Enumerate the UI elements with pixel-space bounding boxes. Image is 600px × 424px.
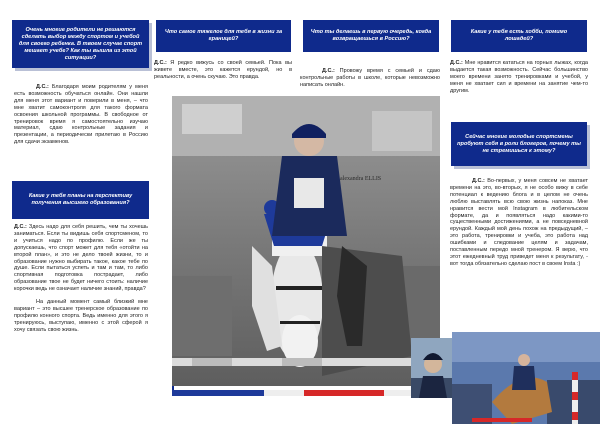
speaker-label: Д.С.: — [36, 84, 49, 90]
question-box-hobby — [451, 20, 587, 52]
jump-pole-stripe — [304, 390, 384, 396]
question-text: Какие у тебя есть хобби, помимо лошадей? — [470, 29, 568, 42]
answer-text: Мне нравится кататься на горных лыжах, когда выдается такая возможность. Сейчас большинство моего времени занято тренировками и учебой, у меня не хватает сил и времени на занятие чем-то другим. — [450, 60, 588, 94]
speaker-label: Д.С.: — [14, 224, 27, 230]
question-box-education — [12, 181, 149, 219]
question-box-return — [303, 20, 439, 52]
answer-hobby — [450, 60, 588, 100]
answer-education — [14, 224, 148, 339]
question-text: Очень многие родители не решаются сделать выбор между спортом и учебой для своего ребенка. В твоем случае спорт мешает учебе? Как ты вышла из этой ситуации? — [18, 26, 143, 61]
question-box-blogging — [451, 122, 587, 166]
question-box-abroad — [156, 20, 291, 52]
portrait-photo — [411, 338, 453, 398]
photographer-watermark: alexandra ELLIS — [340, 176, 382, 182]
jumping-illustration — [452, 332, 600, 424]
main-photo-show-jumping — [172, 96, 440, 386]
answer-blogging — [450, 178, 588, 273]
answer-return — [300, 68, 440, 94]
answer-text-2: На данный момент самый близкий мне вариант – это высшее тренерское образование по профилю конного спорта. Ведь именно для этого я тренируюсь, выступаю, именно с этой сферой я хочу связать свою жизнь. — [14, 299, 148, 333]
portrait-illustration — [411, 338, 453, 398]
jump-pole-stripe — [172, 390, 264, 396]
answer-abroad — [154, 60, 292, 86]
speaker-label: Д.С.: — [472, 178, 485, 184]
rider-horse-illustration — [172, 96, 440, 386]
jump-pole-stripe — [264, 390, 304, 396]
answer-text: Во-первых, у меня совсем не хватает времени на это, во-вторых, я не особо вижу в себе потенциал к ведению блога и в целом не очень люблю выставлять всю свою жизнь напоказ. Мне нравится вести мой Instagram в любительском формате, да и появляться надо какими-то существенными достижениями, а не повседневной ерундой. Каждый мой день похож на предыдущий, – это работа, тренировки и учеба, это работа над ошибками и следование целям и задачам, поставленным передо мной тренером. Я верю, что этот ежедневный труд приведет меня к результату, - вот тогда обязательно сделаю пост в своем Insta :) — [450, 178, 588, 267]
question-text: Что ты делаешь в первую очередь, когда возвращаешься в Россию? — [310, 29, 432, 42]
question-text: Сейчас многие молодые спортсмены пробуют себя в роли блогеров, почему ты не стремишься к этому? — [457, 133, 581, 154]
answer-text: Я редко вижусь со своей семьей. Пока вы живете вместе, это кажется ерундой, но в реальности, а очень скучаю. Это правда. — [154, 60, 292, 80]
speaker-label: Д.С.: — [154, 60, 167, 66]
answer-study — [14, 84, 148, 151]
question-text: Что самое тяжелое для тебя в жизни за границей? — [164, 29, 283, 42]
speaker-label: Д.С.: — [450, 60, 463, 66]
answer-text: Благодаря моим родителям у меня есть возможность обучаться онлайн. Они нашли для меня этот вариант и поверили в меня, – что мне хватит самоконтроля для такого формата освоения школьной программы. В свободное от тренировок время я самостоятельно изучаю материал, сдаю контрольные задания и презентации, а периодически прилетаю в Россию для сдачи экзаменов. — [14, 84, 148, 146]
answer-text: Провожу время с семьей и сдаю контрольные работы в школе, которые невозможно написать онлайн. — [300, 68, 440, 88]
jumping-photo-small — [452, 332, 600, 424]
question-box-study — [12, 20, 149, 68]
question-text: Какие у тебя планы на перспективу получения высшего образования? — [28, 193, 133, 206]
jump-pole-stripe — [384, 390, 412, 396]
speaker-label: Д.С.: — [322, 68, 335, 74]
answer-text: Здесь надо для себя решить, чем ты хочешь заниматься. Если ты видишь себя спортсменом, то и учиться надо по профилю. Если же ты допускаешь, что спорт может для тебя «отойти на второй план», и это не дело твоей жизни, то и образование нужно выбирать такое, какое тебе по душе. Если пытаться успеть и там и там, то либо спортивная подготовка пострадает, либо образование твое не будет ничего стоить: наличие корочки ведь не означает наличие знаний, правда? — [14, 224, 148, 293]
